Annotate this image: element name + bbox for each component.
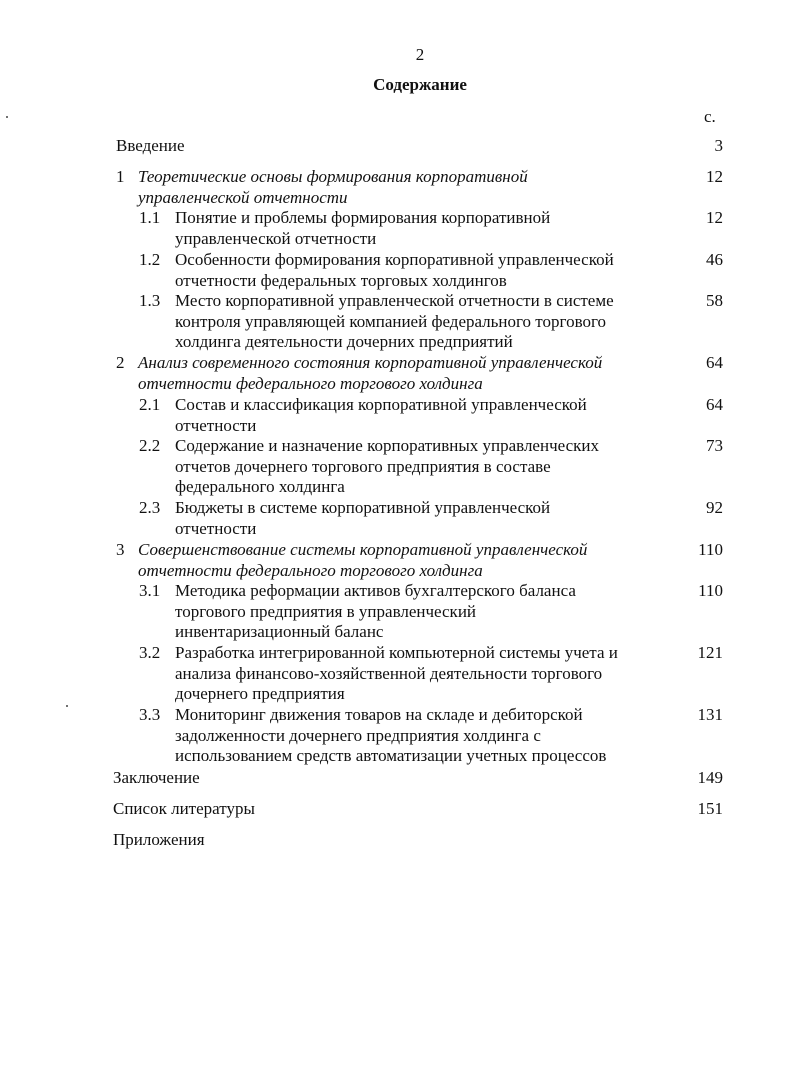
toc-entry-number: 1	[116, 167, 125, 186]
toc-entry-number: 2.3	[139, 498, 161, 517]
page-title: Содержание	[373, 75, 467, 94]
scan-speck	[6, 116, 8, 118]
toc-entry-title: Мониторинг движения товаров на складе и дебиторской задолженности дочернего предприятия холдинга с использованием средств автоматизации учетных процессов	[175, 705, 607, 766]
page-number: 2	[415, 45, 425, 64]
toc-entry-title: Заключение	[113, 768, 200, 787]
toc-entry-page: 92	[706, 498, 723, 517]
toc-entry-page: 12	[706, 208, 723, 227]
toc-entry-page: 64	[706, 395, 723, 414]
toc-entry-page: 110	[698, 581, 723, 600]
page-column-label: с.	[704, 107, 716, 126]
toc-entry-page: 58	[706, 291, 723, 310]
toc-entry-number: 3.1	[139, 581, 161, 600]
toc-entry-number: 1.1	[139, 208, 161, 227]
toc-entry-title: Теоретические основы формирования корпоративной управленческой отчетности	[138, 167, 528, 207]
toc-entry-number: 1.2	[139, 250, 161, 269]
toc-entry-title: Введение	[116, 136, 185, 155]
toc-entry-title: Состав и классификация корпоративной управленческой отчетности	[175, 395, 587, 435]
toc-entry-number: 1.3	[139, 291, 161, 310]
toc-entry-title: Методика реформации активов бухгалтерского баланса торгового предприятия в управленческий инвентаризационный баланс	[175, 581, 576, 642]
toc-entry-number: 2	[116, 353, 125, 372]
toc-entry-number: 2.1	[139, 395, 161, 414]
toc-entry-number: 3	[116, 540, 125, 559]
toc-entry-title: Содержание и назначение корпоративных управленческих отчетов дочернего торгового предприятия в составе федерального холдинга	[175, 436, 599, 497]
toc-entry-title: Список литературы	[113, 799, 255, 818]
toc-entry-page: 121	[697, 643, 723, 662]
toc-entry-title: Совершенствование системы корпоративной управленческой отчетности федерального торгового холдинга	[138, 540, 588, 580]
toc-entry-title: Приложения	[113, 830, 205, 849]
toc-entry-title: Место корпоративной управленческой отчетности в системе контроля управляющей компанией федерального торгового холдинга деятельности дочерних предприятий	[175, 291, 614, 352]
toc-entry-title: Анализ современного состояния корпоративной управленческой отчетности федерального торгового холдинга	[138, 353, 603, 393]
toc-entry-title: Понятие и проблемы формирования корпоративной управленческой отчетности	[175, 208, 551, 248]
toc-entry-title: Разработка интегрированной компьютерной системы учета и анализа финансово-хозяйственной деятельности торгового дочернего предприятия	[175, 643, 618, 704]
toc-entry-number: 3.2	[139, 643, 161, 662]
toc-entry-title: Особенности формирования корпоративной управленческой отчетности федеральных торговых холдингов	[175, 250, 614, 290]
toc-entry-page: 149	[697, 768, 723, 787]
toc-entry-page: 12	[706, 167, 723, 186]
scan-speck	[66, 705, 68, 707]
toc-entry-number: 2.2	[139, 436, 161, 455]
toc-entry-page: 131	[697, 705, 723, 724]
toc-entry-page: 3	[714, 136, 723, 155]
toc-entry-page: 73	[706, 436, 723, 455]
toc-entry-title: Бюджеты в системе корпоративной управленческой отчетности	[175, 498, 551, 538]
toc-entry-page: 46	[706, 250, 723, 269]
toc-entry-page: 151	[697, 799, 723, 818]
toc-entry-page: 64	[706, 353, 723, 372]
toc-entry-page: 110	[698, 540, 723, 559]
toc-entry-number: 3.3	[139, 705, 161, 724]
